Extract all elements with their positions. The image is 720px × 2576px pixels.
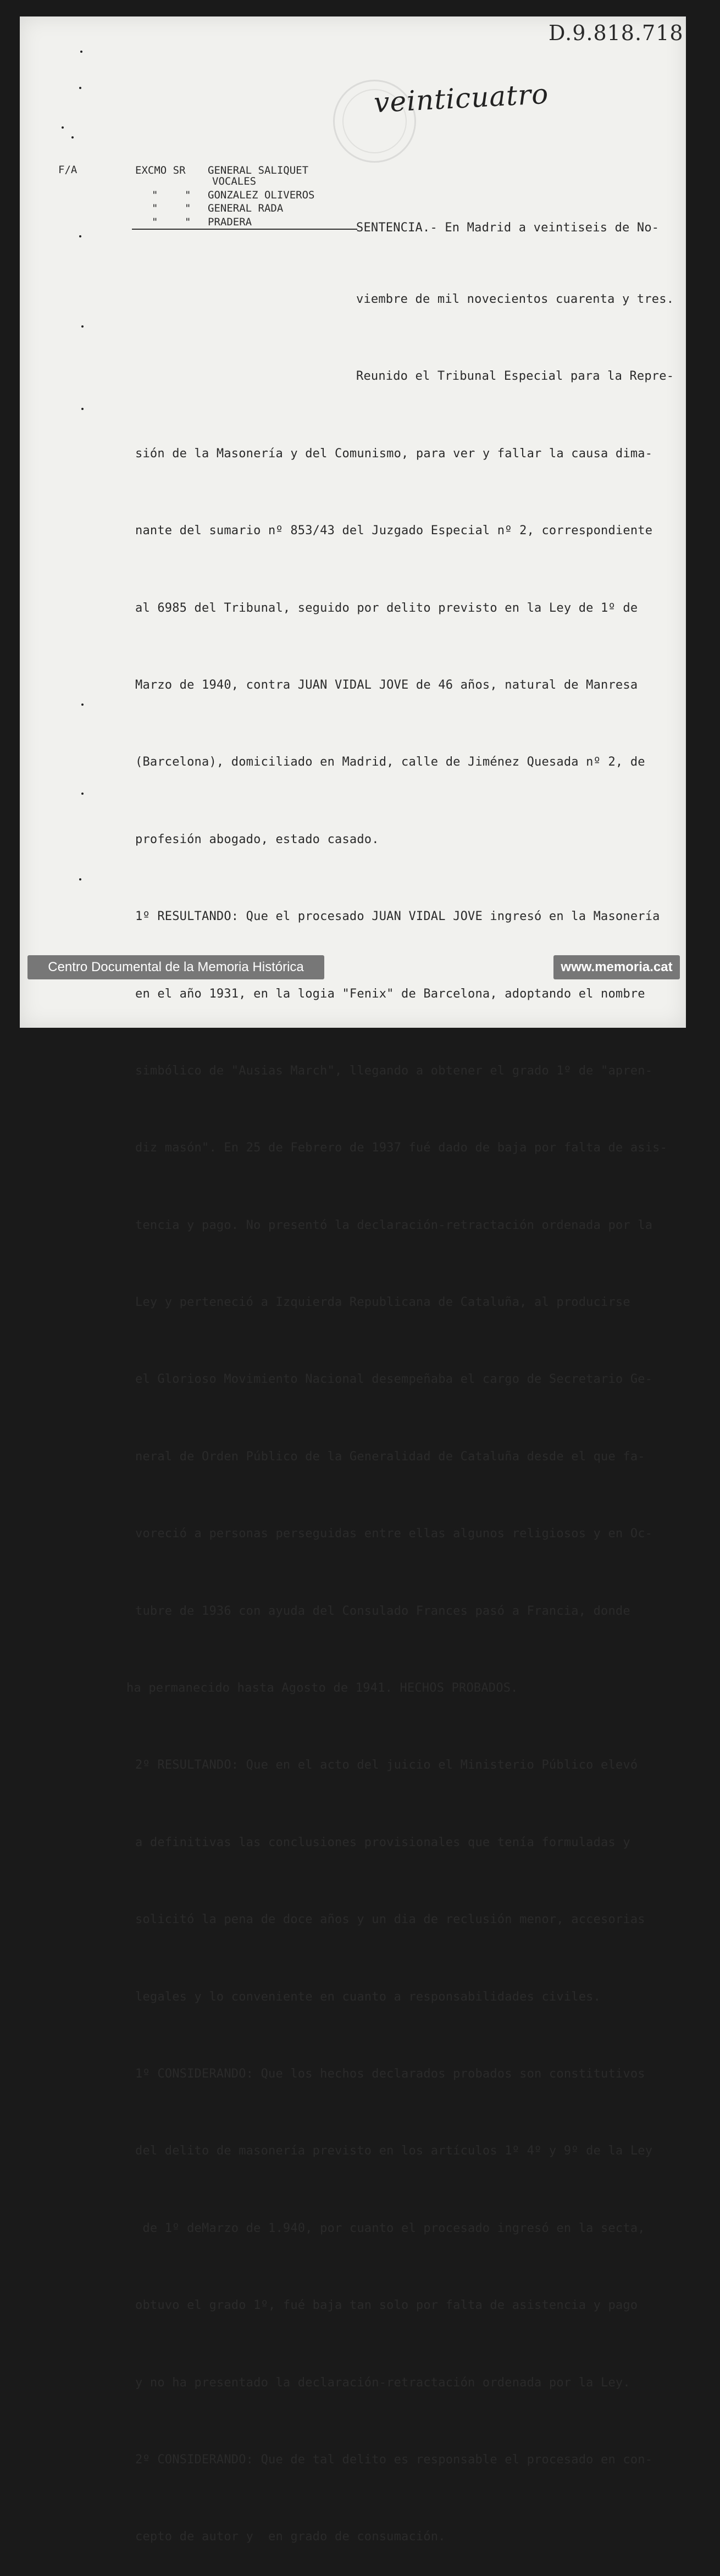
- website-watermark: www.memoria.cat: [553, 955, 680, 979]
- header-president: GENERAL SALIQUET: [208, 164, 309, 176]
- body-line: a definitivas las conclusiones provisionales que tenía formuladas y: [135, 1835, 630, 1849]
- body-line: en el año 1931, en la logia "Fenix" de Barcelona, adoptando el nombre: [135, 987, 645, 1001]
- header-vocales: VOCALES: [212, 175, 257, 187]
- body-line: nante del sumario nº 853/43 del Juzgado Especial nº 2, correspondiente: [135, 524, 653, 538]
- sentence-body: [126, 164, 690, 2576]
- punch-mark: [81, 408, 84, 410]
- body-line: voreció a personas perseguidas entre ellas algunos religiosos y en Oc-: [135, 1527, 653, 1541]
- header-title: EXCMO SR: [135, 164, 186, 176]
- body-line: cepto de autor y en grado de consumación.: [135, 2530, 446, 2544]
- body-line: al 6985 del Tribunal, seguido por delito previsto en la Ley de 1º de: [135, 601, 638, 615]
- body-line: simbólico de "Ausias March", llegando a obtener el grado 1º de "apren-: [135, 1063, 653, 1078]
- margin-mark: F/A: [58, 164, 77, 176]
- punch-mark: [79, 878, 81, 880]
- archive-watermark: Centro Documental de la Memoria Histórica: [27, 955, 324, 979]
- handwritten-page-number: veinticuatro: [373, 77, 550, 119]
- body-line: y no ha presentado la declaración-retractación ordenada por la Ley.: [135, 2375, 630, 2390]
- body-line: diz masón". En 25 de Febrero de 1937 fué dado de baja por falta de asis-: [135, 1141, 668, 1155]
- body-line: (Barcelona), domiciliado en Madrid, calle de Jiménez Quesada nº 2, de: [135, 755, 645, 769]
- body-line: Ley y perteneció a Izquierda Republicana de Cataluña, al producirse: [135, 1295, 630, 1310]
- header-ditto-1b: ": [185, 189, 191, 201]
- body-line: solicitó la pena de doce años y un dia de reclusión menor, accesorias: [135, 1913, 645, 1927]
- body-line: el Glorioso Movimiento Nacional desempeñaba el cargo de Secretario Ge-: [135, 1372, 653, 1387]
- body-line: SENTENCIA.- En Madrid a veintiseis de No-: [356, 220, 660, 235]
- punch-mark: [81, 703, 84, 706]
- header-vocal-1: GONZALEZ OLIVEROS: [208, 189, 315, 201]
- punch-mark: [71, 136, 74, 139]
- body-line: Marzo de 1940, contra JUAN VIDAL JOVE de 46 años, natural de Manresa: [135, 678, 638, 692]
- body-line: neral de Orden Público de la Generalidad de Cataluña desde el que fa-: [135, 1449, 645, 1464]
- header-ditto-2b: ": [185, 202, 191, 214]
- header-ditto-1a: ": [152, 189, 158, 201]
- body-line: del delito de masonería previsto en los artículos 1º 4º y 9º de la Ley: [135, 2144, 653, 2158]
- reference-number: D.9.818.718: [549, 21, 684, 45]
- body-line: sión de la Masonería y del Comunismo, para ver y fallar la causa dima-: [135, 446, 653, 461]
- header-vocal-2: GENERAL RADA: [208, 202, 284, 214]
- punch-mark: [81, 325, 84, 328]
- body-line: de 1º deMarzo de 1.940, por cuanto el procesado ingresó en la secta,: [135, 2221, 645, 2235]
- body-line: profesión abogado, estado casado.: [135, 832, 379, 846]
- body-line: 2º CONSIDERANDO: Que de tal delito es responsable el procesado en con-: [135, 2452, 653, 2467]
- header-ditto-3b: ": [185, 216, 191, 228]
- header-vocal-3: PRADERA: [208, 216, 252, 228]
- body-line: ha permanecido hasta Agosto de 1941. HECHOS PROBADOS.: [126, 1681, 518, 1696]
- body-line: 1º CONSIDERANDO: Que los hechos declarados probados son constitutivos: [135, 2067, 645, 2081]
- body-line: Reunido el Tribunal Especial para la Repre-: [356, 369, 674, 384]
- body-line: 1º RESULTANDO: Que el procesado JUAN VIDAL JOVE ingresó en la Masonería: [135, 910, 660, 924]
- punch-mark: [81, 793, 84, 795]
- body-line: viembre de mil novecientos cuarenta y tres.: [356, 292, 674, 306]
- body-line: tencia y pago. No presentó la declaración-retractación ordenada por la: [135, 1218, 653, 1232]
- body-line: obtuvo el grado 1º, fué baja tan solo por falta de asistencia y pago: [135, 2298, 638, 2313]
- punch-mark: [79, 87, 81, 89]
- punch-mark: [79, 235, 81, 237]
- punch-mark: [80, 51, 82, 53]
- punch-mark: [62, 126, 64, 129]
- body-line: legales y lo conveniente en cuanto a responsabilidades civiles.: [135, 1990, 601, 2004]
- body-line: tubre de 1936 con ayuda del Consulado Frances pasó a Francia, donde: [135, 1604, 630, 1618]
- header-ditto-2a: ": [152, 202, 158, 214]
- header-ditto-3a: ": [152, 216, 158, 228]
- body-line: 2º RESULTANDO: Que en el acto del juicio el Ministerio Público elevó: [135, 1758, 638, 1772]
